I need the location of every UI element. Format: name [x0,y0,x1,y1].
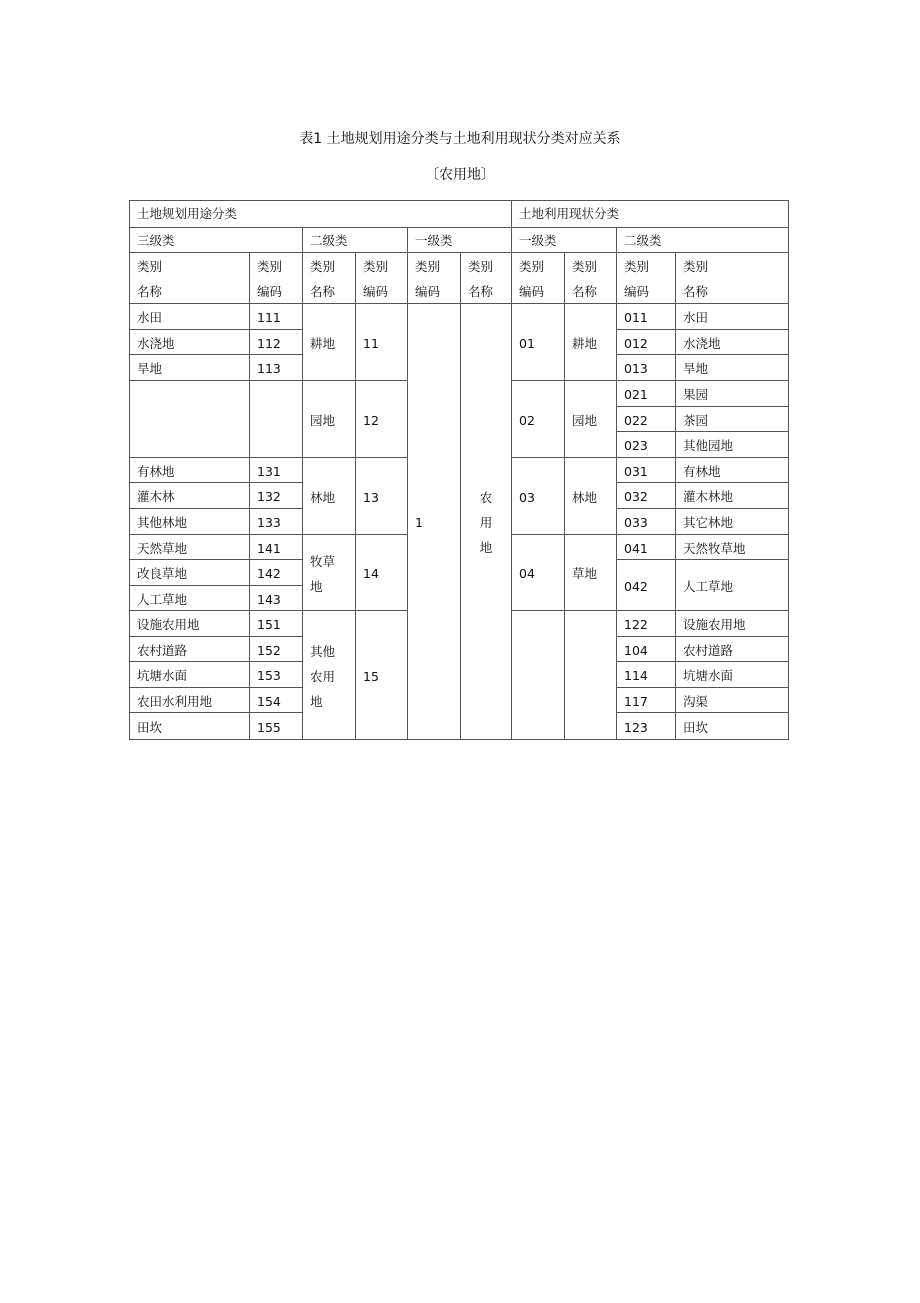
table-cell [511,252,565,304]
page-title: 表1 土地规划用途分类与土地利用现状分类对应关系 [299,131,621,147]
table-cell [407,227,512,253]
table-cell [129,610,250,637]
cell-text: 03 [519,490,535,505]
table-cell [616,610,676,637]
table-cell [249,534,303,560]
table-cell [616,431,676,458]
cell-text: 果园 [683,387,709,402]
table-cell [129,200,512,228]
cell-text: 132 [257,489,281,504]
cell-text: 改良草地 [137,566,188,581]
cell-text: 园地 [310,413,336,428]
table-cell [129,508,250,535]
cell-text: 042 [624,579,648,594]
cell-text: 类别 [415,259,441,274]
cell-text: 111 [257,310,281,325]
table-cell [616,661,676,688]
table-cell [616,534,676,560]
cell-text: 田坎 [137,720,163,735]
cell-text: 151 [257,617,281,632]
table-cell [511,534,565,611]
table-cell [129,303,250,330]
cell-text: 113 [257,361,281,376]
table-cell [249,329,303,355]
table-cell [355,534,408,611]
cell-text: 类别 [137,259,163,274]
cell-text: 112 [257,336,281,351]
cell-text: 灌木林地 [683,489,734,504]
table-cell [511,380,565,458]
cell-text: 有林地 [137,464,175,479]
cell-text: 041 [624,541,648,556]
cell-text: 耕地 [572,336,598,351]
table-cell [302,252,356,304]
cell-text: 名称 [683,284,709,299]
table-cell [407,252,461,304]
cell-text: 152 [257,643,281,658]
cell-text: 141 [257,541,281,556]
cell-text: 编码 [624,284,650,299]
cell-text: 类别 [519,259,545,274]
table-cell [511,303,565,381]
cell-text: 沟渠 [683,694,709,709]
cell-text: 灌木林 [137,489,175,504]
cell-text: 类别 [468,259,494,274]
table-cell [564,303,617,381]
cell-text: 水浇地 [683,336,721,351]
table-cell [129,354,250,381]
cell-text: 155 [257,720,281,735]
table-cell [675,559,789,611]
table-cell [616,252,676,304]
cell-text: 名称 [137,284,163,299]
table-cell [129,534,250,560]
cell-text: 013 [624,361,648,376]
table-cell [129,585,250,611]
table-cell [407,303,461,740]
cell-text: 草地 [572,566,598,581]
table-cell [675,252,789,304]
cell-text: 02 [519,413,535,428]
table-cell [675,482,789,509]
table-cell [616,303,676,330]
table-cell [129,457,250,483]
cell-text: 农村道路 [683,643,734,658]
cell-text: 033 [624,515,648,530]
cell-text: 林地 [572,490,598,505]
cell-text: 其它林地 [683,515,734,530]
cell-text: 水田 [683,310,709,325]
table-cell [460,303,512,740]
cell-text: 114 [624,668,648,683]
table-cell [355,303,408,381]
cell-text: 牧草 [310,554,336,569]
table-cell [675,354,789,381]
table-cell [616,329,676,355]
table-cell [249,303,303,330]
table-cell [249,585,303,611]
cell-text: 编码 [415,284,441,299]
cell-text: 三级类 [137,233,175,248]
cell-text: 农 [479,490,493,505]
table-cell [616,712,676,740]
cell-text: 旱地 [683,361,709,376]
cell-text: 011 [624,310,648,325]
table-cell [511,200,789,228]
table-cell [616,482,676,509]
cell-text: 园地 [572,413,598,428]
table-cell [129,712,250,740]
cell-text: 耕地 [310,336,336,351]
table-cell [355,457,408,535]
table-cell [675,534,789,560]
cell-text: 农田水利用地 [137,694,213,709]
cell-text: 编码 [519,284,545,299]
table-cell [675,329,789,355]
page-subtitle: 〔农用地〕 [425,167,495,183]
cell-text: 其他 [310,644,336,659]
cell-text: 153 [257,668,281,683]
cell-text: 土地规划用途分类 [137,206,238,221]
cell-text: 一级类 [415,233,453,248]
table-cell [675,610,789,637]
table-cell [129,380,250,458]
table-cell [302,380,356,458]
cell-text: 021 [624,387,648,402]
table-cell [249,380,303,458]
cell-text: 人工草地 [683,579,734,594]
cell-text: 154 [257,694,281,709]
table-cell [355,252,408,304]
cell-text: 编码 [363,284,389,299]
table-cell [675,508,789,535]
table-cell [564,380,617,458]
table-cell [249,610,303,637]
cell-text: 11 [363,336,379,351]
table-cell [249,457,303,483]
cell-text: 农村道路 [137,643,188,658]
cell-text: 类别 [310,259,336,274]
cell-text: 类别 [572,259,598,274]
cell-text: 名称 [310,284,336,299]
cell-text: 类别 [257,259,283,274]
cell-text: 二级类 [310,233,348,248]
cell-text: 名称 [572,284,598,299]
cell-text: 地 [310,694,323,709]
table-cell [129,661,250,688]
cell-text: 林地 [310,490,336,505]
cell-text: 04 [519,566,535,581]
table-cell [129,329,250,355]
table-cell [129,252,250,304]
table-cell [249,712,303,740]
cell-text: 设施农用地 [683,617,746,632]
cell-text: 122 [624,617,648,632]
cell-text: 123 [624,720,648,735]
table-cell [616,687,676,713]
cell-text: 142 [257,566,281,581]
cell-text: 有林地 [683,464,721,479]
table-cell [249,482,303,509]
table-cell [616,380,676,407]
table-cell [355,610,408,740]
cell-text: 类别 [683,259,709,274]
table-cell [302,303,356,381]
cell-text: 023 [624,438,648,453]
table-cell [129,687,250,713]
cell-text: 117 [624,694,648,709]
table-cell [564,610,617,740]
table-cell [675,431,789,458]
table-cell [302,227,408,253]
cell-text: 名称 [468,284,494,299]
cell-text: 031 [624,464,648,479]
table-cell [129,636,250,662]
table-cell [616,354,676,381]
cell-text: 012 [624,336,648,351]
cell-text: 143 [257,592,281,607]
table-cell [616,227,789,253]
cell-text: 131 [257,464,281,479]
classification-table [130,201,789,740]
table-cell [249,508,303,535]
table-cell [460,252,512,304]
table-cell [511,227,617,253]
cell-text: 15 [363,669,379,684]
table-cell [675,380,789,407]
table-cell [564,252,617,304]
cell-text: 其他园地 [683,438,734,453]
table-cell [616,559,676,611]
cell-text: 其他林地 [137,515,188,530]
cell-text: 土地利用现状分类 [519,206,620,221]
table-cell [302,457,356,535]
cell-text: 坑塘水面 [137,668,188,683]
cell-text: 地 [479,540,493,555]
table-cell [616,508,676,535]
cell-text: 田坎 [683,720,709,735]
cell-text: 104 [624,643,648,658]
table-cell [302,610,356,740]
cell-text: 133 [257,515,281,530]
cell-text: 坑塘水面 [683,668,734,683]
cell-text: 022 [624,413,648,428]
cell-text: 人工草地 [137,592,188,607]
table-cell [616,406,676,432]
table-cell [616,636,676,662]
cell-text: 类别 [624,259,650,274]
table-cell [511,457,565,535]
table-cell [616,457,676,483]
table-cell [675,687,789,713]
table-cell [675,661,789,688]
table-cell [675,712,789,740]
cell-text: 设施农用地 [137,617,200,632]
cell-text: 类别 [363,259,389,274]
table-cell [355,380,408,458]
cell-text: 水田 [137,310,163,325]
cell-text: 水浇地 [137,336,175,351]
cell-text: 01 [519,336,535,351]
cell-text: 13 [363,490,379,505]
table-cell [129,227,303,253]
cell-text: 1 [415,515,423,530]
table-cell [129,559,250,586]
cell-text: 用 [479,515,493,530]
cell-text: 032 [624,489,648,504]
table-cell [675,457,789,483]
cell-text: 编码 [257,284,283,299]
cell-text: 农用 [310,669,336,684]
cell-text: 旱地 [137,361,163,376]
table-cell [675,406,789,432]
cell-text: 茶园 [683,413,709,428]
cell-text: 二级类 [624,233,662,248]
table-cell [675,636,789,662]
cell-text: 天然牧草地 [683,541,746,556]
table-cell [302,534,356,611]
table-cell [249,252,303,304]
cell-text: 一级类 [519,233,557,248]
cell-text: 14 [363,566,379,581]
cell-text: 地 [310,579,323,594]
cell-text: 天然草地 [137,541,188,556]
table-cell [675,303,789,330]
table-cell [511,610,565,740]
table-cell [249,687,303,713]
table-cell [249,661,303,688]
cell-text: 12 [363,413,379,428]
table-cell [249,636,303,662]
table-cell [129,482,250,509]
table-cell [249,354,303,381]
table-cell [564,457,617,535]
table-cell [564,534,617,611]
table-cell [249,559,303,586]
